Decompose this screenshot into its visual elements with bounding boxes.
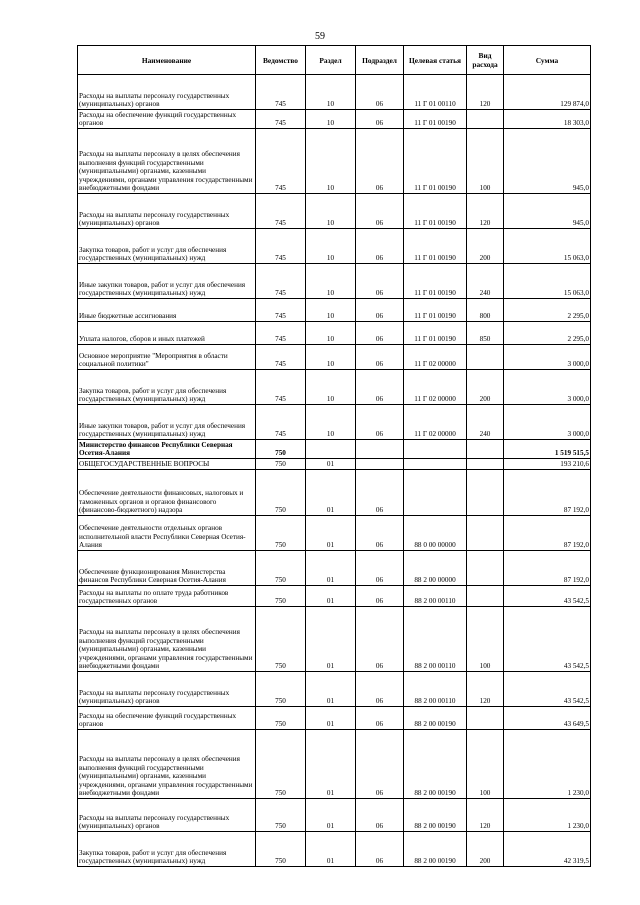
cell-target-article: 11 Г 02 00000 [404, 370, 467, 405]
cell-section: 10 [306, 75, 356, 110]
cell-section: 10 [306, 129, 356, 194]
cell-expense-type: 200 [467, 229, 504, 264]
cell-subsection [356, 440, 404, 459]
cell-name: Расходы на выплаты персоналу государственных (муниципальных) органов [78, 672, 256, 707]
cell-expense-type: 120 [467, 194, 504, 229]
table-row [78, 672, 591, 707]
cell-amount: 87 192,0 [504, 516, 591, 551]
cell-section: 01 [306, 586, 356, 607]
cell-expense-type: 200 [467, 832, 504, 867]
cell-name: Обеспечение функционирования Министерства финансов Республики Северная Осетия-Алания [78, 551, 256, 586]
cell-subsection: 06 [356, 110, 404, 129]
cell-department: 745 [256, 194, 306, 229]
cell-section: 10 [306, 405, 356, 440]
table-row [78, 586, 591, 607]
table-row [78, 470, 591, 516]
cell-expense-type: 100 [467, 730, 504, 799]
header-name: Наименование [78, 46, 256, 75]
cell-subsection: 06 [356, 229, 404, 264]
table-body [78, 75, 591, 867]
table-row [78, 129, 591, 194]
cell-department: 750 [256, 516, 306, 551]
cell-section: 01 [306, 707, 356, 730]
cell-amount: 2 295,0 [504, 322, 591, 345]
cell-amount: 2 295,0 [504, 299, 591, 322]
cell-department: 745 [256, 110, 306, 129]
cell-subsection: 06 [356, 586, 404, 607]
table-row [78, 799, 591, 832]
cell-section: 01 [306, 470, 356, 516]
cell-name: Закупка товаров, работ и услуг для обеспечения государственных (муниципальных) нужд [78, 370, 256, 405]
header-expense-type: Вид расхода [467, 46, 504, 75]
table-row [78, 405, 591, 440]
cell-department: 750 [256, 459, 306, 470]
cell-section: 01 [306, 832, 356, 867]
table-row [78, 730, 591, 799]
cell-amount: 3 000,0 [504, 370, 591, 405]
cell-target-article: 11 Г 02 00000 [404, 345, 467, 370]
table-row [78, 551, 591, 586]
cell-subsection: 06 [356, 129, 404, 194]
cell-amount: 945,0 [504, 129, 591, 194]
header-target-article: Целевая статья [404, 46, 467, 75]
cell-target-article: 11 Г 01 00190 [404, 129, 467, 194]
table-row [78, 345, 591, 370]
cell-subsection: 06 [356, 730, 404, 799]
cell-target-article: 88 2 00 00190 [404, 799, 467, 832]
cell-section: 01 [306, 672, 356, 707]
cell-target-article: 11 Г 01 00190 [404, 110, 467, 129]
cell-department: 745 [256, 345, 306, 370]
table-row [78, 516, 591, 551]
cell-amount: 129 874,0 [504, 75, 591, 110]
cell-section: 10 [306, 299, 356, 322]
cell-name: Расходы на выплаты персоналу государственных (муниципальных) органов [78, 75, 256, 110]
header-subsection: Подраздел [356, 46, 404, 75]
cell-expense-type: 850 [467, 322, 504, 345]
cell-subsection: 06 [356, 516, 404, 551]
cell-section: 01 [306, 551, 356, 586]
cell-target-article: 11 Г 01 00190 [404, 299, 467, 322]
cell-name: Обеспечение деятельности финансовых, налоговых и таможенных органов и органов финансового (финансово-бюджетного) надзора [78, 470, 256, 516]
cell-expense-type: 200 [467, 370, 504, 405]
cell-department: 750 [256, 551, 306, 586]
cell-name: Иные бюджетные ассигнования [78, 299, 256, 322]
cell-amount: 42 319,5 [504, 832, 591, 867]
cell-section: 01 [306, 730, 356, 799]
cell-name: Закупка товаров, работ и услуг для обеспечения государственных (муниципальных) нужд [78, 832, 256, 867]
cell-department: 745 [256, 264, 306, 299]
cell-department: 745 [256, 322, 306, 345]
cell-department: 750 [256, 672, 306, 707]
cell-name: Расходы на обеспечение функций государственных органов [78, 707, 256, 730]
cell-section: 01 [306, 459, 356, 470]
cell-target-article: 88 2 00 00190 [404, 730, 467, 799]
cell-expense-type: 100 [467, 129, 504, 194]
cell-target-article [404, 440, 467, 459]
cell-amount: 1 230,0 [504, 799, 591, 832]
header-section: Раздел [306, 46, 356, 75]
cell-target-article: 11 Г 01 00190 [404, 264, 467, 299]
cell-subsection: 06 [356, 264, 404, 299]
cell-name: ОБЩЕГОСУДАРСТВЕННЫЕ ВОПРОСЫ [78, 459, 256, 470]
table-row [78, 110, 591, 129]
cell-name: Иные закупки товаров, работ и услуг для обеспечения государственных (муниципальных) нужд [78, 405, 256, 440]
table-row [78, 370, 591, 405]
cell-subsection: 06 [356, 551, 404, 586]
cell-section [306, 440, 356, 459]
cell-department: 750 [256, 586, 306, 607]
cell-section: 10 [306, 110, 356, 129]
cell-subsection: 06 [356, 299, 404, 322]
cell-expense-type [467, 345, 504, 370]
cell-name: Расходы на выплаты персоналу в целях обеспечения выполнения функций государственными (муниципальными) органами, казенными учреждениями, органами управления государственными внебюджетными фондами [78, 129, 256, 194]
cell-name: Министерство финансов Республики Северная Осетия-Алания [78, 440, 256, 459]
cell-department: 750 [256, 832, 306, 867]
table-row [78, 299, 591, 322]
cell-expense-type: 120 [467, 799, 504, 832]
cell-department: 745 [256, 405, 306, 440]
table-row [78, 264, 591, 299]
table-row [78, 322, 591, 345]
cell-amount: 87 192,0 [504, 551, 591, 586]
table-row [78, 459, 591, 470]
cell-section: 10 [306, 345, 356, 370]
cell-target-article: 11 Г 01 00110 [404, 75, 467, 110]
header-department: Ведомство [256, 46, 306, 75]
header-amount: Сумма [504, 46, 591, 75]
cell-amount: 1 519 515,5 [504, 440, 591, 459]
cell-subsection: 06 [356, 799, 404, 832]
table-row [78, 229, 591, 264]
cell-target-article: 11 Г 01 00190 [404, 322, 467, 345]
cell-department: 750 [256, 799, 306, 832]
cell-target-article: 88 0 00 00000 [404, 516, 467, 551]
cell-subsection: 06 [356, 370, 404, 405]
cell-expense-type [467, 516, 504, 551]
cell-expense-type [467, 470, 504, 516]
cell-subsection: 06 [356, 470, 404, 516]
cell-amount: 945,0 [504, 194, 591, 229]
cell-amount: 43 649,5 [504, 707, 591, 730]
cell-amount: 43 542,5 [504, 607, 591, 672]
cell-subsection: 06 [356, 707, 404, 730]
cell-target-article [404, 459, 467, 470]
cell-subsection: 06 [356, 322, 404, 345]
table-row [78, 194, 591, 229]
cell-name: Иные закупки товаров, работ и услуг для обеспечения государственных (муниципальных) нужд [78, 264, 256, 299]
cell-subsection: 06 [356, 832, 404, 867]
cell-amount: 87 192,0 [504, 470, 591, 516]
cell-target-article: 11 Г 02 00000 [404, 405, 467, 440]
cell-target-article: 88 2 00 00110 [404, 586, 467, 607]
table-row [78, 707, 591, 730]
cell-expense-type: 800 [467, 299, 504, 322]
budget-table [77, 45, 591, 867]
cell-subsection: 06 [356, 75, 404, 110]
cell-expense-type [467, 586, 504, 607]
cell-subsection [356, 459, 404, 470]
cell-name: Расходы на выплаты персоналу в целях обеспечения выполнения функций государственными (муниципальными) органами, казенными учреждениями, органами управления государственными внебюджетными фондами [78, 607, 256, 672]
cell-target-article: 88 2 00 00190 [404, 832, 467, 867]
cell-department: 750 [256, 470, 306, 516]
cell-name: Расходы на выплаты по оплате труда работников государственных органов [78, 586, 256, 607]
cell-department: 750 [256, 730, 306, 799]
cell-name: Уплата налогов, сборов и иных платежей [78, 322, 256, 345]
cell-target-article: 11 Г 01 00190 [404, 194, 467, 229]
cell-department: 745 [256, 129, 306, 194]
cell-section: 01 [306, 799, 356, 832]
cell-name: Основное мероприятие "Мероприятия в области социальной политики" [78, 345, 256, 370]
cell-department: 745 [256, 229, 306, 264]
cell-expense-type [467, 551, 504, 586]
cell-expense-type [467, 110, 504, 129]
cell-expense-type: 120 [467, 75, 504, 110]
cell-section: 10 [306, 370, 356, 405]
table-row [78, 832, 591, 867]
cell-department: 745 [256, 370, 306, 405]
cell-amount: 3 000,0 [504, 405, 591, 440]
cell-department: 750 [256, 440, 306, 459]
cell-name: Расходы на обеспечение функций государственных органов [78, 110, 256, 129]
cell-target-article: 88 2 00 00190 [404, 707, 467, 730]
cell-target-article: 88 2 00 00110 [404, 672, 467, 707]
cell-name: Расходы на выплаты персоналу государственных (муниципальных) органов [78, 799, 256, 832]
table-row [78, 440, 591, 459]
cell-expense-type: 120 [467, 672, 504, 707]
cell-amount: 15 063,0 [504, 264, 591, 299]
cell-section: 10 [306, 322, 356, 345]
table-row [78, 75, 591, 110]
cell-name: Расходы на выплаты персоналу государственных (муниципальных) органов [78, 194, 256, 229]
cell-subsection: 06 [356, 405, 404, 440]
cell-section: 10 [306, 264, 356, 299]
table-header-row [78, 46, 591, 75]
cell-amount: 43 542,5 [504, 586, 591, 607]
cell-name: Закупка товаров, работ и услуг для обеспечения государственных (муниципальных) нужд [78, 229, 256, 264]
cell-amount: 15 063,0 [504, 229, 591, 264]
cell-name: Расходы на выплаты персоналу в целях обеспечения выполнения функций государственными (муниципальными) органами, казенными учреждениями, органами управления государственными внебюджетными фондами [78, 730, 256, 799]
cell-subsection: 06 [356, 194, 404, 229]
cell-target-article: 88 2 00 00110 [404, 607, 467, 672]
cell-amount: 1 230,0 [504, 730, 591, 799]
cell-expense-type: 240 [467, 264, 504, 299]
cell-section: 01 [306, 516, 356, 551]
cell-expense-type [467, 440, 504, 459]
cell-expense-type [467, 707, 504, 730]
cell-target-article: 11 Г 01 00190 [404, 229, 467, 264]
cell-department: 745 [256, 299, 306, 322]
cell-target-article [404, 470, 467, 516]
cell-amount: 43 542,5 [504, 672, 591, 707]
cell-subsection: 06 [356, 607, 404, 672]
cell-section: 10 [306, 194, 356, 229]
cell-department: 745 [256, 75, 306, 110]
cell-expense-type: 100 [467, 607, 504, 672]
cell-expense-type [467, 459, 504, 470]
cell-subsection: 06 [356, 672, 404, 707]
cell-amount: 3 000,0 [504, 345, 591, 370]
cell-amount: 193 210,6 [504, 459, 591, 470]
cell-name: Обеспечение деятельности отдельных органов исполнительной власти Республики Северная Осетия-Алания [78, 516, 256, 551]
cell-department: 750 [256, 607, 306, 672]
cell-amount: 18 303,0 [504, 110, 591, 129]
table-row [78, 607, 591, 672]
cell-target-article: 88 2 00 00000 [404, 551, 467, 586]
cell-department: 750 [256, 707, 306, 730]
cell-section: 01 [306, 607, 356, 672]
cell-subsection: 06 [356, 345, 404, 370]
cell-expense-type: 240 [467, 405, 504, 440]
page-number: 59 [315, 31, 325, 42]
cell-section: 10 [306, 229, 356, 264]
